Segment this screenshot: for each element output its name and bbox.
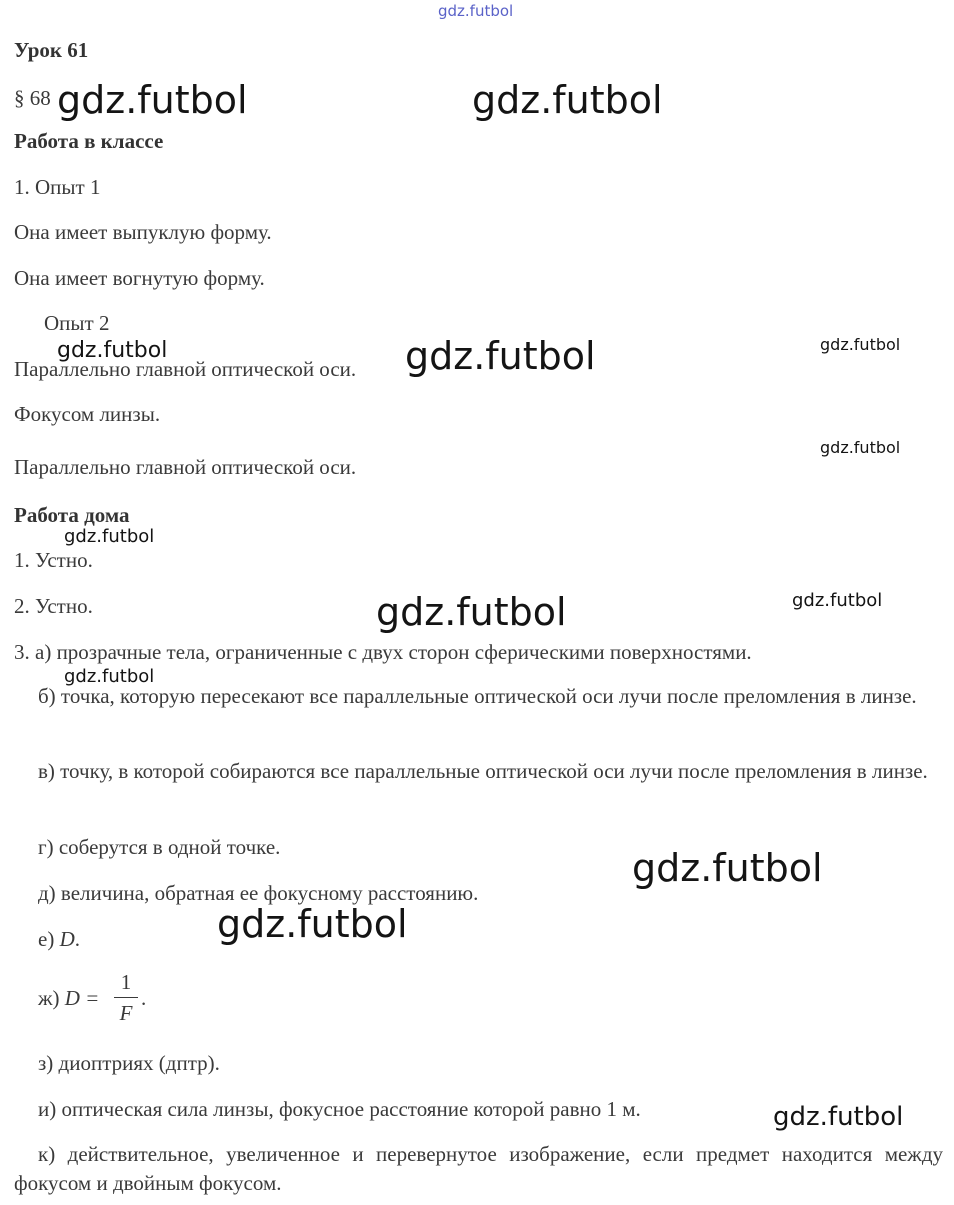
- watermark-medium: gdz.futbol: [773, 1102, 904, 1132]
- watermark-large: gdz.futbol: [217, 902, 408, 946]
- fraction-denominator: F: [119, 1001, 133, 1025]
- watermark-small: gdz.futbol: [820, 335, 901, 354]
- item-3e-prefix: е): [38, 927, 55, 951]
- classwork-heading: Работа в классе: [14, 129, 164, 153]
- watermark-large: gdz.futbol: [376, 590, 567, 634]
- homework-item-3zh: [38, 986, 99, 1010]
- watermark-small: gdz.futbol: [820, 438, 901, 457]
- section-number: § 68: [14, 86, 51, 110]
- item-3zh-lhs: D =: [64, 986, 100, 1010]
- optical-power-fraction: [112, 970, 140, 1025]
- homework-item-3e: е) D.: [38, 927, 80, 951]
- fraction-numerator: 1: [120, 970, 132, 994]
- homework-item-3a: 3. а) прозрачные тела, ограниченные с двух сторон сферическими поверхностями.: [14, 640, 752, 664]
- homework-item-3d: д) величина, обратная ее фокусному расстоянию.: [38, 881, 479, 905]
- item-3e-variable: D: [59, 927, 75, 951]
- homework-item-3b: б) точка, которую пересекают все параллельные оптической оси лучи после преломления в линзе.: [38, 684, 917, 708]
- fraction-period: .: [141, 986, 147, 1010]
- homework-item-2: 2. Устно.: [14, 594, 93, 618]
- watermark-small: gdz.futbol: [64, 666, 155, 687]
- homework-item-3i: и) оптическая сила линзы, фокусное расстояние которой равно 1 м.: [38, 1097, 641, 1121]
- homework-item-3g: г) соберутся в одной точке.: [38, 835, 281, 859]
- watermark-large: gdz.futbol: [57, 78, 248, 122]
- watermark-large: gdz.futbol: [632, 846, 823, 890]
- experiment-2-label: Опыт 2: [44, 311, 110, 335]
- homework-item-1: 1. Устно.: [14, 548, 93, 572]
- experiment-2-answer-1: Параллельно главной оптической оси.: [14, 357, 357, 381]
- watermark-large: gdz.futbol: [405, 334, 596, 378]
- homework-item-3z: з) диоптриях (дптр).: [38, 1051, 220, 1075]
- experiment-2-answer-2: Фокусом линзы.: [14, 402, 161, 426]
- experiment-1-answer-2: Она имеет вогнутую форму.: [14, 266, 265, 290]
- experiment-1-label: 1. Опыт 1: [14, 175, 101, 199]
- watermark-medium: gdz.futbol: [57, 338, 168, 363]
- item-3zh-prefix: ж): [38, 986, 60, 1010]
- watermark-top: gdz.futbol: [438, 2, 514, 20]
- homework-heading: Работа дома: [14, 503, 130, 527]
- watermark-small: gdz.futbol: [792, 590, 883, 611]
- fraction-bar: [114, 997, 138, 998]
- watermark-small: gdz.futbol: [64, 526, 155, 547]
- homework-item-3v: в) точку, в которой собираются все параллельные оптической оси лучи после преломления в линзе.: [38, 759, 928, 783]
- experiment-1-answer-1: Она имеет выпуклую форму.: [14, 220, 272, 244]
- watermark-large: gdz.futbol: [472, 78, 663, 122]
- homework-item-3k: к) действительное, увеличенное и перевернутое изображение, если предмет находится между фокусом и двойным фокусом.: [14, 1142, 943, 1195]
- experiment-2-answer-3: Параллельно главной оптической оси.: [14, 455, 357, 479]
- lesson-title: Урок 61: [14, 38, 89, 62]
